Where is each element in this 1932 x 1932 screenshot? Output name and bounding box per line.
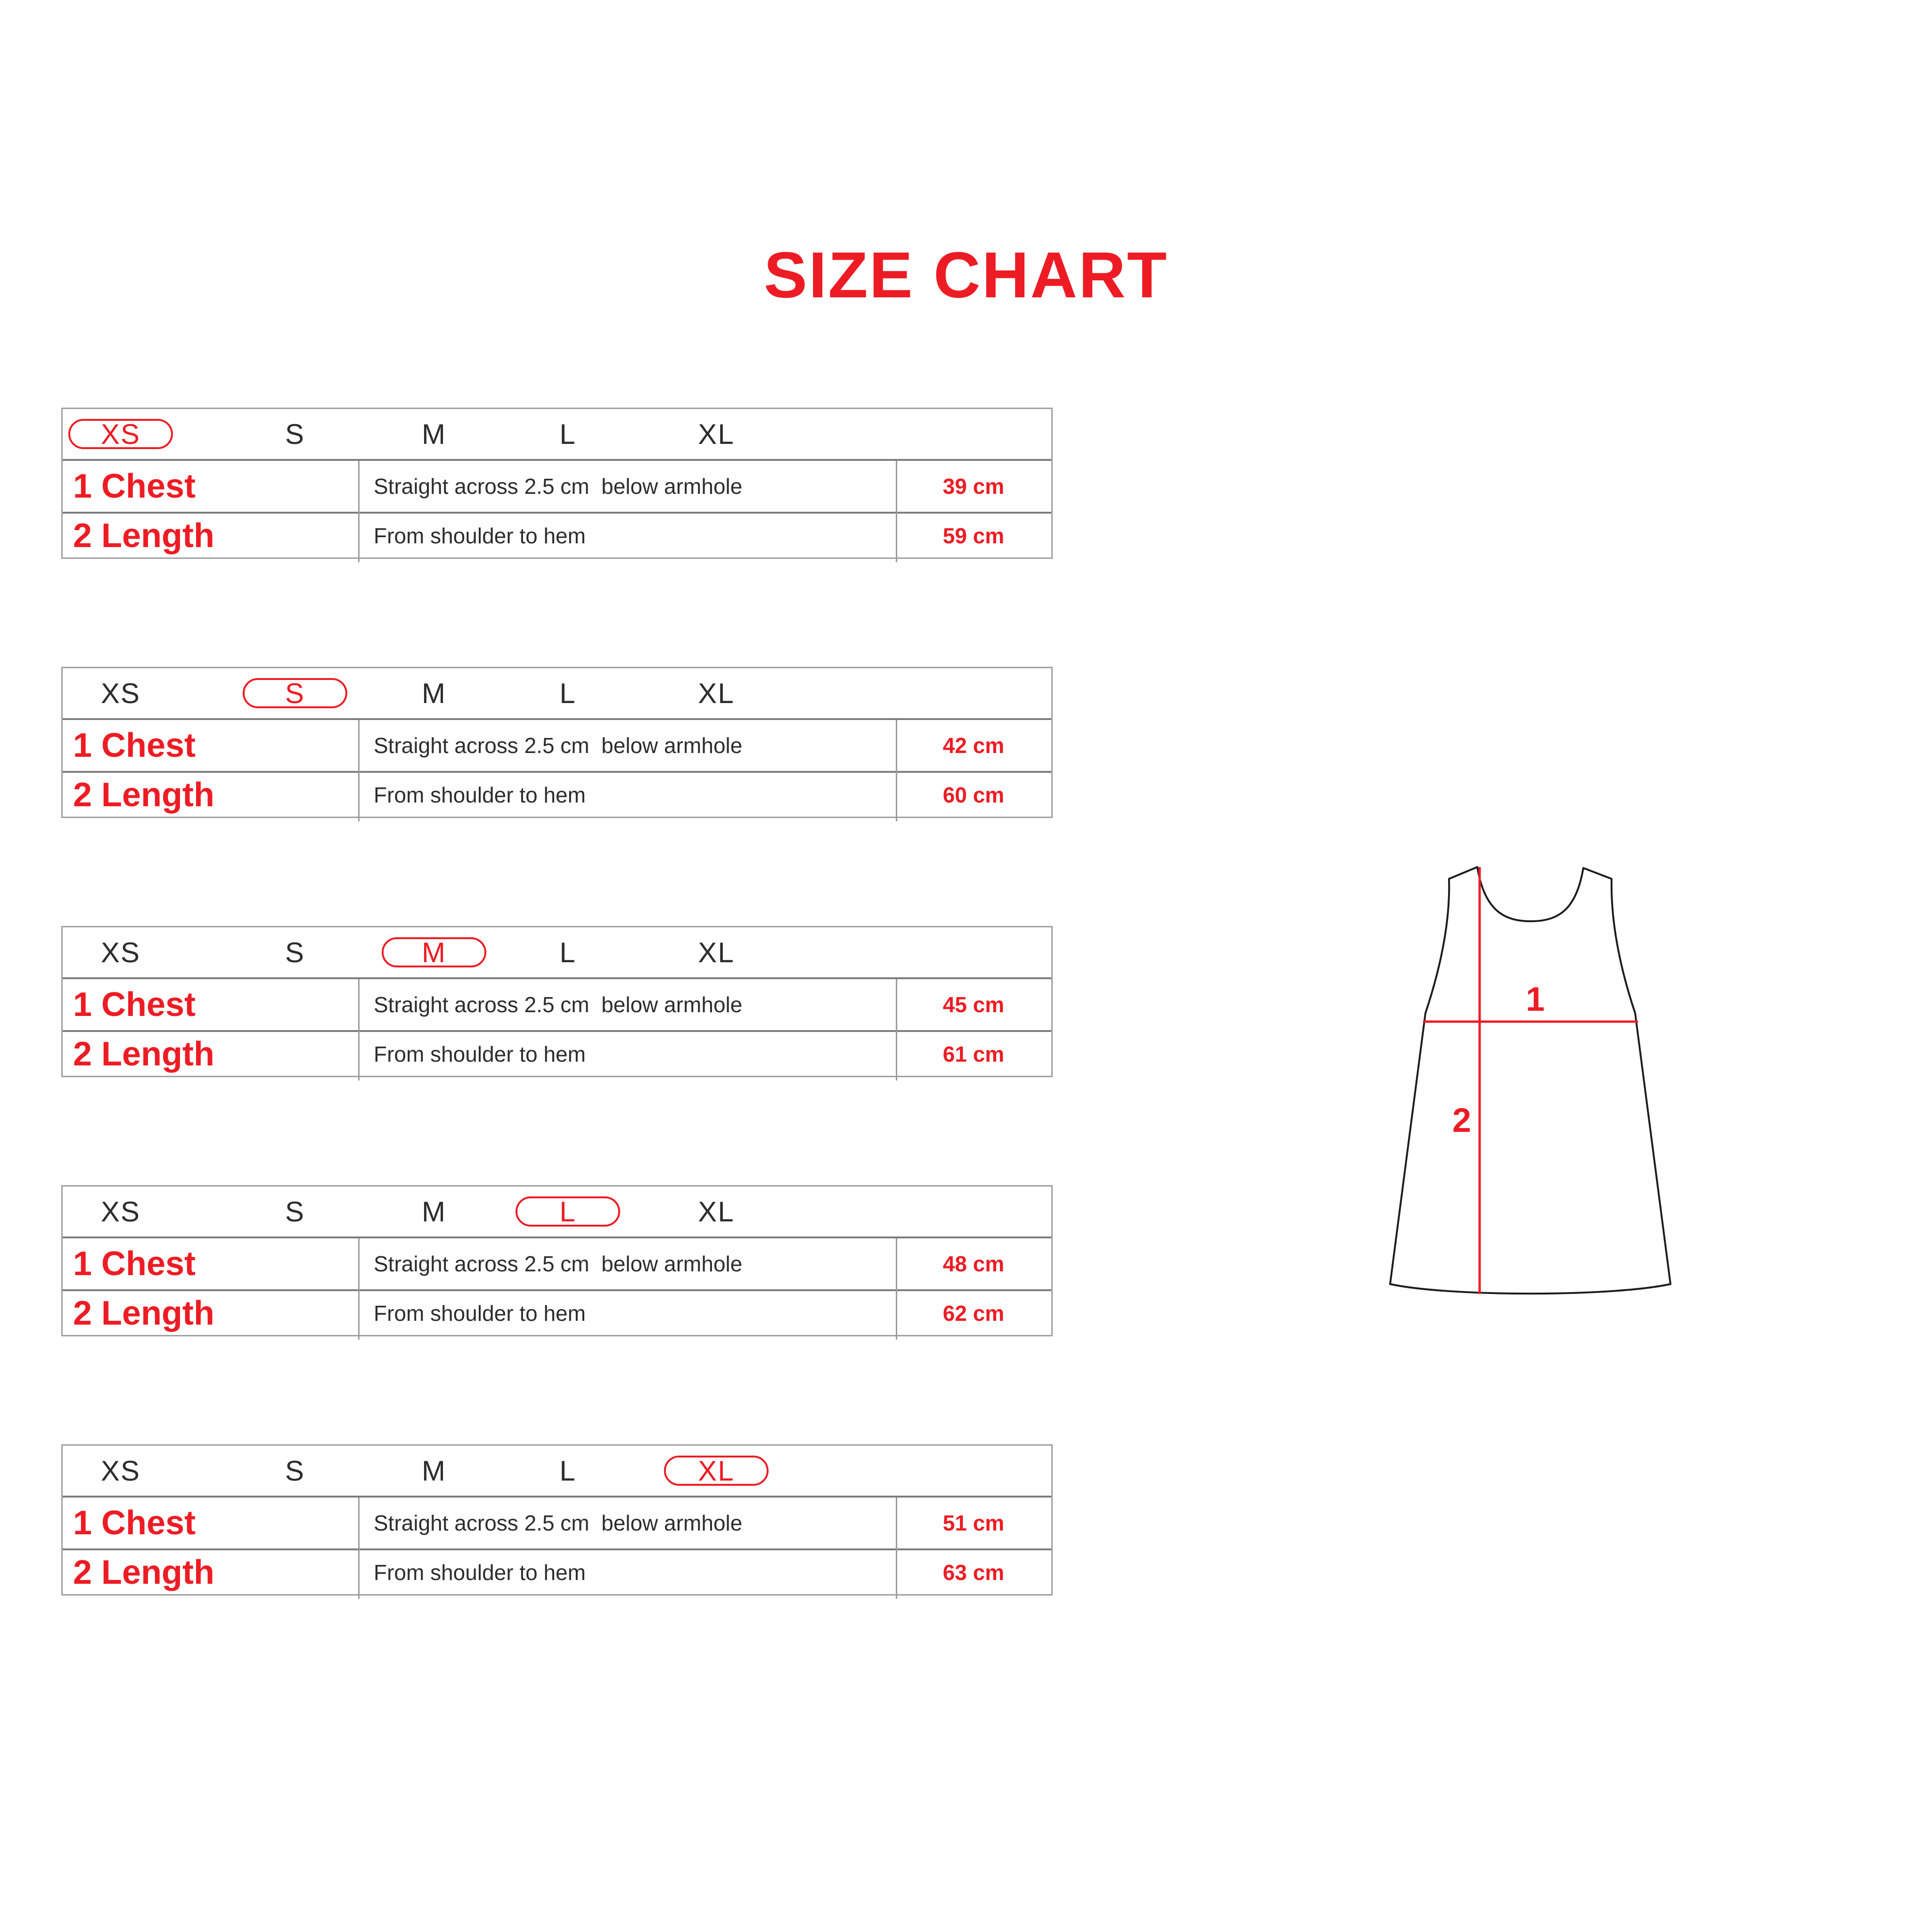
size-option-xl	[664, 1196, 769, 1227]
length-row	[63, 1291, 1051, 1335]
chest-measure-description: Straight across 2.5 cm below armhole	[374, 992, 743, 1017]
column-divider	[896, 1498, 897, 1599]
length-measure-name: Length	[101, 516, 214, 555]
size-option-s	[243, 1196, 347, 1227]
size-label: XS	[100, 1455, 141, 1487]
size-option-m	[382, 1456, 486, 1486]
length-measure-label	[63, 1291, 358, 1335]
size-option-s-selected	[243, 678, 347, 708]
size-label: L	[559, 1455, 576, 1487]
length-marker-label: 2	[1452, 1102, 1472, 1139]
column-divider	[358, 720, 360, 821]
length-measure-value: 62 cm	[942, 1301, 1005, 1326]
chest-measure-value: 42 cm	[942, 733, 1005, 758]
chest-measure-label	[63, 720, 358, 771]
chest-measure-number: 1	[73, 1245, 92, 1283]
size-option-m	[382, 1196, 486, 1227]
length-row	[63, 514, 1051, 557]
size-option-xs	[68, 937, 173, 967]
size-header-row	[63, 409, 1051, 461]
chest-measure-number: 1	[73, 467, 92, 505]
size-header-row	[63, 927, 1051, 979]
chest-row	[63, 720, 1051, 773]
length-measure-number: 2	[73, 1553, 92, 1591]
size-header-row	[63, 668, 1051, 720]
length-measure-description: From shoulder to hem	[374, 782, 586, 807]
chest-measure-number: 1	[73, 727, 92, 764]
size-label: XL	[698, 677, 735, 709]
chest-measure-label	[63, 1238, 358, 1289]
size-label: XL	[698, 1455, 735, 1487]
length-measure-name: Length	[101, 1294, 214, 1332]
garment-diagram	[1367, 848, 1696, 1319]
length-measure-value: 61 cm	[942, 1041, 1005, 1066]
chest-measure-value: 45 cm	[942, 992, 1005, 1017]
length-row	[63, 1550, 1051, 1594]
column-divider	[896, 979, 897, 1081]
chest-measure-description: Straight across 2.5 cm below armhole	[374, 733, 743, 758]
chest-measure-label	[63, 461, 358, 512]
column-divider	[896, 1238, 897, 1340]
chest-row	[63, 979, 1051, 1032]
size-option-m-selected	[382, 937, 486, 967]
size-option-s	[243, 419, 347, 449]
column-divider	[358, 1498, 360, 1599]
size-label: S	[285, 677, 305, 709]
size-option-l-selected	[516, 1196, 620, 1227]
size-label: M	[422, 677, 446, 709]
size-chart-table-xl	[61, 1444, 1053, 1596]
size-option-xl	[664, 937, 769, 967]
size-chart-table-m	[61, 926, 1053, 1077]
size-option-m	[382, 678, 486, 708]
column-divider	[896, 720, 897, 821]
size-label: M	[422, 418, 446, 450]
column-divider	[358, 1238, 360, 1340]
size-header-row	[63, 1187, 1051, 1238]
size-option-xs	[68, 678, 173, 708]
chest-measure-value: 51 cm	[942, 1511, 1005, 1535]
length-measure-number: 2	[73, 1035, 92, 1073]
chest-measure-name: Chest	[101, 1245, 196, 1283]
length-measure-label	[63, 514, 358, 557]
size-label: S	[285, 936, 305, 968]
size-label: S	[285, 1455, 305, 1487]
chest-measure-number: 1	[73, 1504, 92, 1542]
length-measure-description: From shoulder to hem	[374, 1560, 586, 1585]
size-label: XS	[100, 677, 141, 709]
page-title: SIZE CHART	[764, 239, 1168, 311]
size-label: M	[422, 1195, 446, 1228]
length-measure-number: 2	[73, 516, 92, 555]
size-label: L	[559, 677, 576, 709]
chest-measure-label	[63, 979, 358, 1030]
length-measure-value: 63 cm	[942, 1560, 1005, 1585]
chest-measure-description: Straight across 2.5 cm below armhole	[374, 1252, 743, 1276]
size-header-row	[63, 1446, 1051, 1498]
chest-measure-value: 39 cm	[942, 474, 1005, 499]
size-option-l	[516, 937, 620, 967]
length-measure-label	[63, 773, 358, 817]
size-label: M	[422, 936, 446, 968]
size-chart-table-s	[61, 667, 1053, 818]
size-label: L	[559, 936, 576, 968]
length-measure-description: From shoulder to hem	[374, 1301, 586, 1326]
size-option-xs-selected	[68, 419, 173, 449]
length-measure-label	[63, 1550, 358, 1594]
size-chart-table-xs	[61, 408, 1053, 559]
size-label: S	[285, 1195, 305, 1228]
size-label: XL	[698, 1195, 735, 1228]
chest-row	[63, 1498, 1051, 1550]
length-measure-description: From shoulder to hem	[374, 523, 586, 548]
length-measure-value: 60 cm	[942, 782, 1005, 807]
length-measure-description: From shoulder to hem	[374, 1041, 586, 1066]
size-option-s	[243, 937, 347, 967]
size-option-l	[516, 419, 620, 449]
length-measure-name: Length	[101, 1035, 214, 1073]
size-label: L	[559, 418, 576, 450]
length-measure-number: 2	[73, 776, 92, 814]
chest-row	[63, 1238, 1051, 1291]
chest-measure-number: 1	[73, 986, 92, 1023]
length-row	[63, 1032, 1051, 1076]
column-divider	[358, 461, 360, 562]
chest-measure-name: Chest	[101, 467, 196, 505]
size-label: XL	[698, 936, 735, 968]
size-label: XL	[698, 418, 735, 450]
chest-measure-name: Chest	[101, 986, 196, 1023]
garment-outline	[1390, 867, 1670, 1293]
chest-measure-description: Straight across 2.5 cm below armhole	[374, 1511, 743, 1535]
length-row	[63, 773, 1051, 817]
size-option-xl	[664, 678, 769, 708]
length-measure-name: Length	[101, 1553, 214, 1591]
size-option-xs	[68, 1196, 173, 1227]
size-option-s	[243, 1456, 347, 1486]
size-label: L	[559, 1195, 576, 1228]
size-option-l	[516, 678, 620, 708]
length-measure-label	[63, 1032, 358, 1076]
column-divider	[358, 979, 360, 1081]
size-chart-table-l	[61, 1185, 1053, 1336]
chest-measure-description: Straight across 2.5 cm below armhole	[374, 474, 743, 499]
chest-measure-value: 48 cm	[942, 1252, 1005, 1276]
column-divider	[896, 461, 897, 562]
size-option-l	[516, 1456, 620, 1486]
length-measure-name: Length	[101, 776, 214, 814]
size-label: M	[422, 1455, 446, 1487]
size-label: XS	[100, 1195, 141, 1228]
size-label: XS	[100, 936, 141, 968]
size-option-xl	[664, 419, 769, 449]
chest-row	[63, 461, 1051, 514]
size-option-xs	[68, 1456, 173, 1486]
size-label: S	[285, 418, 305, 450]
length-measure-value: 59 cm	[942, 523, 1005, 548]
size-option-m	[382, 419, 486, 449]
size-option-xl-selected	[664, 1456, 769, 1486]
chest-marker-label: 1	[1525, 981, 1545, 1018]
length-measure-number: 2	[73, 1294, 92, 1332]
chest-measure-label	[63, 1498, 358, 1548]
chest-measure-name: Chest	[101, 1504, 196, 1542]
size-label: XS	[100, 418, 141, 450]
chest-measure-name: Chest	[101, 727, 196, 764]
